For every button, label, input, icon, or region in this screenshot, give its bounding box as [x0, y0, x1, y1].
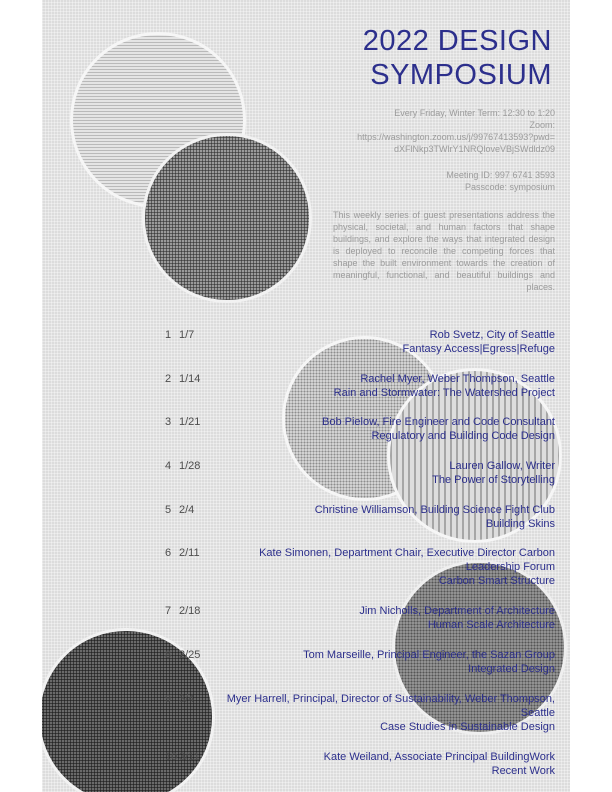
session-topic: Human Scale Architecture — [427, 619, 555, 631]
session-date: 2/4 — [179, 504, 195, 516]
session-speaker: Jim Nicholls, Department of Architecture — [359, 605, 555, 617]
title-line-1: 2022 DESIGN — [362, 25, 552, 57]
zoom-link[interactable]: https://washington.zoom.us/j/99767413593?pwd=dXFlNkp3TWlrY1NRQloveVBjSWdldz09 — [357, 132, 555, 154]
session-number: 4 — [165, 460, 172, 472]
meeting-id: Meeting ID: 997 6741 3593 — [446, 170, 555, 180]
session-talk — [225, 328, 555, 356]
session-number: 7 — [165, 605, 172, 617]
session-talk — [225, 459, 555, 487]
decorative-circle-2 — [142, 133, 312, 303]
session-number: 6 — [165, 547, 172, 559]
session-talk — [225, 604, 555, 632]
poster — [42, 0, 570, 792]
zoom-label: Zoom: — [529, 120, 555, 130]
session-date: 1/7 — [179, 329, 195, 341]
session-topic: Carbon Smart Structure — [438, 575, 555, 587]
session-topic: Rain and Stormwater: The Watershed Project — [333, 387, 555, 399]
poster-title — [363, 24, 552, 92]
session-number: 10 — [165, 751, 178, 763]
session-talk — [225, 750, 555, 778]
session-topic: Case Studies in Sustainable Design — [380, 721, 555, 733]
session-number: 1 — [165, 329, 172, 341]
session-speaker: Christine Williamson, Building Science Fight Club — [314, 504, 555, 516]
schedule-text: Every Friday, Winter Term: 12:30 to 1:20 — [394, 108, 555, 118]
session-speaker: Tom Marseille, Principal Engineer, the Sazan Group — [303, 649, 555, 661]
session-speaker: Kate Simonen, Department Chair, Executive Director Carbon Leadership Forum — [259, 547, 555, 573]
series-description: This weekly series of guest presentations address the physical, societal, and human factors that shape buildings, and explore the ways that integrated design is deployed to reconcile the competing forces that shape the built environment towards the creation of meaningful, functional, and beautiful buildings and places. — [333, 210, 555, 292]
session-number: 9 — [165, 693, 172, 705]
session-number: 2 — [165, 373, 172, 385]
session-speaker: Lauren Gallow, Writer — [449, 460, 555, 472]
session-speaker: Bob Pielow, Fire Engineer and Code Consultant — [322, 416, 555, 428]
meeting-passcode: Passcode: symposium — [464, 182, 555, 192]
session-number: 5 — [165, 504, 172, 516]
session-topic: The Power of Storytelling — [432, 474, 555, 486]
session-date: 2/18 — [179, 605, 201, 617]
session-talk — [225, 648, 555, 676]
session-number: 8 — [165, 649, 172, 661]
session-date: 3/4 — [179, 693, 195, 705]
session-number: 3 — [165, 416, 172, 428]
session-talk — [225, 415, 555, 443]
session-speaker: Rob Svetz, City of Seattle — [429, 329, 555, 341]
title-line-2: SYMPOSIUM — [370, 59, 552, 91]
session-date: 1/21 — [179, 416, 201, 428]
event-details — [355, 107, 555, 155]
session-topic: Fantasy Access|Egress|Refuge — [402, 343, 555, 355]
session-date: 2/11 — [179, 547, 200, 559]
session-date: 1/14 — [179, 373, 201, 385]
session-topic: Recent Work — [491, 765, 555, 777]
session-speaker: Kate Weiland, Associate Principal BuildingWork — [323, 751, 555, 763]
session-talk — [225, 546, 555, 588]
session-talk — [225, 503, 555, 531]
session-talk — [225, 372, 555, 400]
session-topic: Regulatory and Building Code Design — [371, 430, 555, 442]
session-speaker: Rachel Myer, Weber Thompson, Seattle — [360, 373, 555, 385]
session-date: 2/25 — [179, 649, 201, 661]
session-date: 1/28 — [179, 460, 201, 472]
session-topic: Integrated Design — [468, 663, 555, 675]
session-speaker: Myer Harrell, Principal, Director of Sustainability, Weber Thompson, Seattle — [226, 693, 555, 719]
session-topic: Building Skins — [485, 518, 555, 530]
session-date: 3/11 — [179, 751, 200, 763]
meeting-info — [355, 169, 555, 193]
session-talk — [225, 692, 555, 734]
